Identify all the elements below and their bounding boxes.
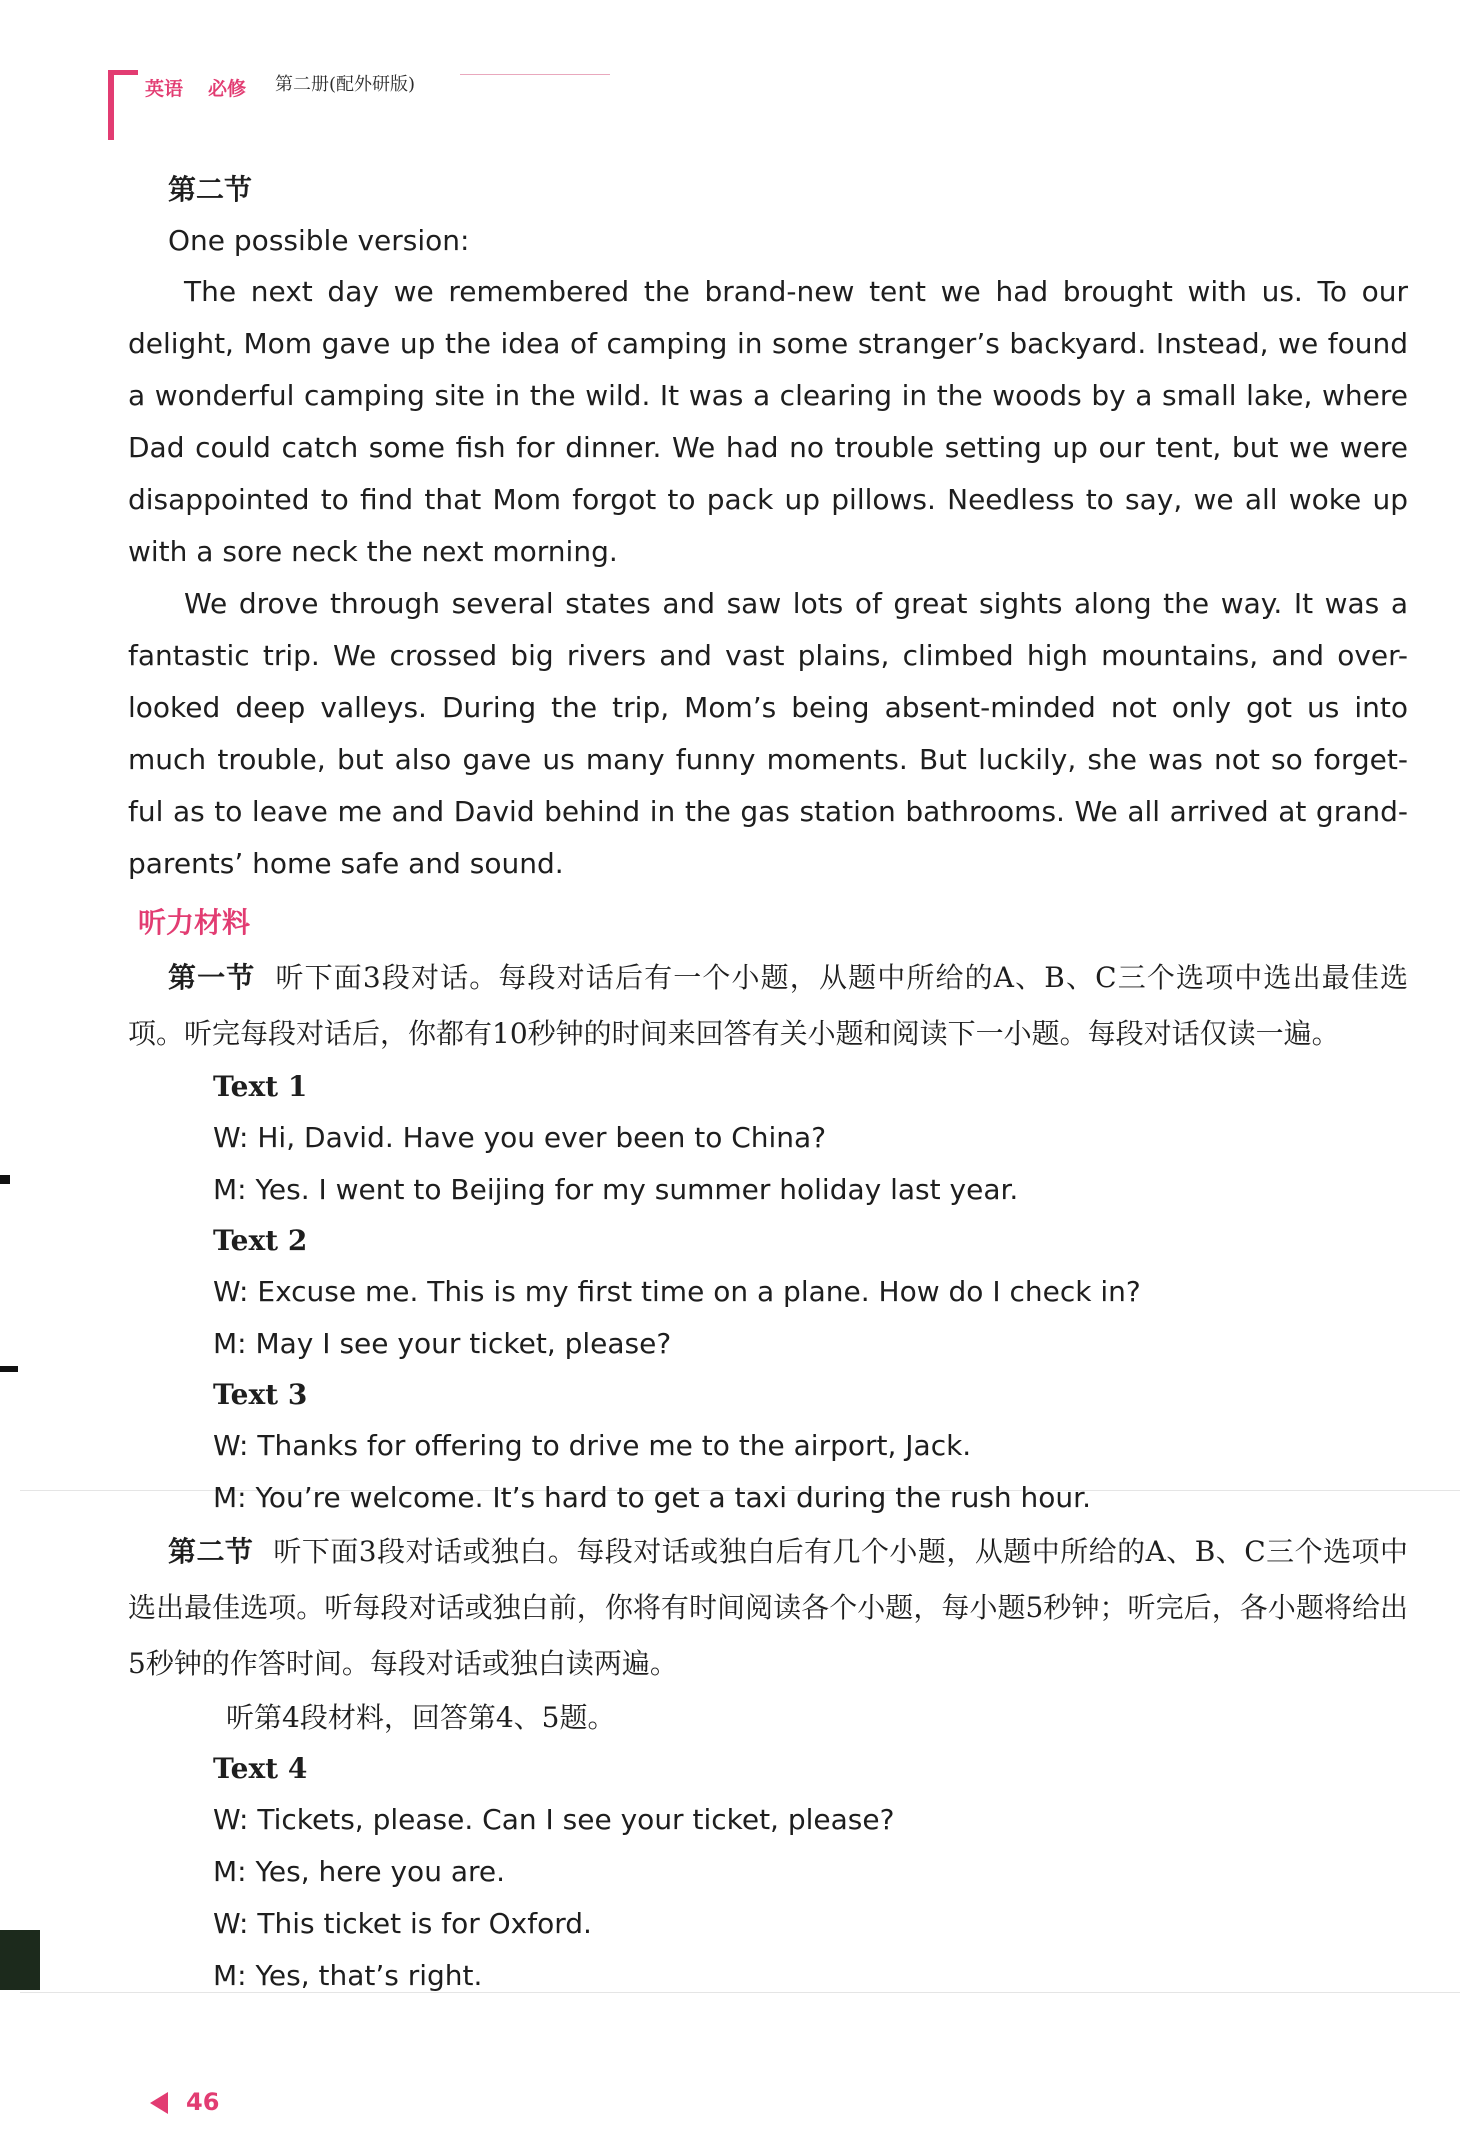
header-subject: 英语 — [145, 78, 184, 100]
dialogue-line: M: You’re welcome. It’s hard to get a taxi during the rush hour. — [213, 1481, 1092, 1514]
text-2-label: Text 2 — [213, 1224, 308, 1257]
text-1-block — [128, 1062, 1408, 1216]
header-rule — [460, 74, 610, 75]
part2-instructions — [128, 1524, 1408, 1692]
dialogue-line: W: Thanks for offering to drive me to the airport, Jack. — [213, 1429, 972, 1462]
part1-instructions — [128, 950, 1408, 1062]
header-book: 第二册(配外研版) — [275, 74, 416, 95]
text-1-label: Text 1 — [213, 1070, 308, 1103]
part1-label: 第一节 — [168, 961, 256, 994]
dialogue-line: M: Yes. I went to Beijing for my summer holiday last year. — [213, 1173, 1019, 1206]
part2-instruction-text: 听下面3段对话或独白。每段对话或独白后有几个小题，从题中所给的A、B、C三个选项中选出最佳选项。听每段对话或独白前，你将有时间阅读各个小题，每小题5秒钟；听完后，各小题将给出5秒钟的作答时间。每段对话或独白读两遍。 — [128, 1535, 1408, 1680]
essay-paragraph-2: We drove through several states and saw lots of great sights along the way. It was a fantastic trip. We crossed big rivers and vast plains, climbed high mountains, and over-looked deep valleys. During the trip, Mom’s being absent-minded not only got us into much trouble, but also gave us many funny moments. But luckily, she was not so forget-ful as to leave me and David behind in the gas station bathrooms. We all arrived at grand-parents’ home safe and sound. — [128, 587, 1408, 880]
dialogue-line: W: This ticket is for Oxford. — [213, 1907, 592, 1940]
dialogue-line: M: Yes, here you are. — [213, 1855, 506, 1888]
section-intro: One possible version: — [168, 224, 470, 257]
page-header — [0, 0, 1462, 150]
dialogue-line: W: Tickets, please. Can I see your ticket, please? — [213, 1803, 895, 1836]
scan-mark — [0, 1366, 18, 1372]
page-content — [128, 160, 1408, 2002]
text-2-block — [128, 1216, 1408, 1370]
listening-heading: 听力材料 — [138, 906, 251, 939]
section-heading: 第二节 — [168, 173, 253, 206]
dialogue-line: W: Hi, David. Have you ever been to China? — [213, 1121, 827, 1154]
header-bracket-horizontal — [108, 70, 138, 75]
part1-instruction-text: 听下面3段对话。每段对话后有一个小题，从题中所给的A、B、C三个选项中选出最佳选项。听完每段对话后，你都有10秒钟的时间来回答有关小题和阅读下一小题。每段对话仅读一遍。 — [128, 961, 1408, 1050]
header-bracket-vertical — [108, 70, 114, 140]
part2-note: 听第4段材料，回答第4、5题。 — [226, 1701, 616, 1734]
scan-mark — [0, 1930, 40, 1990]
page-arrow-icon — [150, 2092, 168, 2114]
text-4-label: Text 4 — [213, 1752, 308, 1785]
dialogue-line: M: May I see your ticket, please? — [213, 1327, 672, 1360]
dialogue-line: W: Excuse me. This is my first time on a plane. How do I check in? — [213, 1275, 1141, 1308]
text-3-block — [128, 1370, 1408, 1524]
page-number: 46 — [186, 2088, 220, 2116]
scan-mark — [0, 1175, 10, 1184]
header-level: 必修 — [208, 78, 247, 100]
part2-label: 第二节 — [168, 1535, 254, 1568]
essay-paragraph-1: The next day we remembered the brand-new tent we had brought with us. To our delight, Mom gave up the idea of camping in some stranger’s backyard. Instead, we found a wonderful camping site in the wild. It was a clearing in the woods by a small lake, where Dad could catch some fish for dinner. We had no trouble setting up our tent, but we were disappointed to find that Mom forgot to pack up pillows. Needless to say, we all woke up with a sore neck the next morning. — [128, 275, 1408, 568]
text-4-block — [128, 1744, 1408, 2002]
text-3-label: Text 3 — [213, 1378, 308, 1411]
dialogue-line: M: Yes, that’s right. — [213, 1959, 483, 1992]
